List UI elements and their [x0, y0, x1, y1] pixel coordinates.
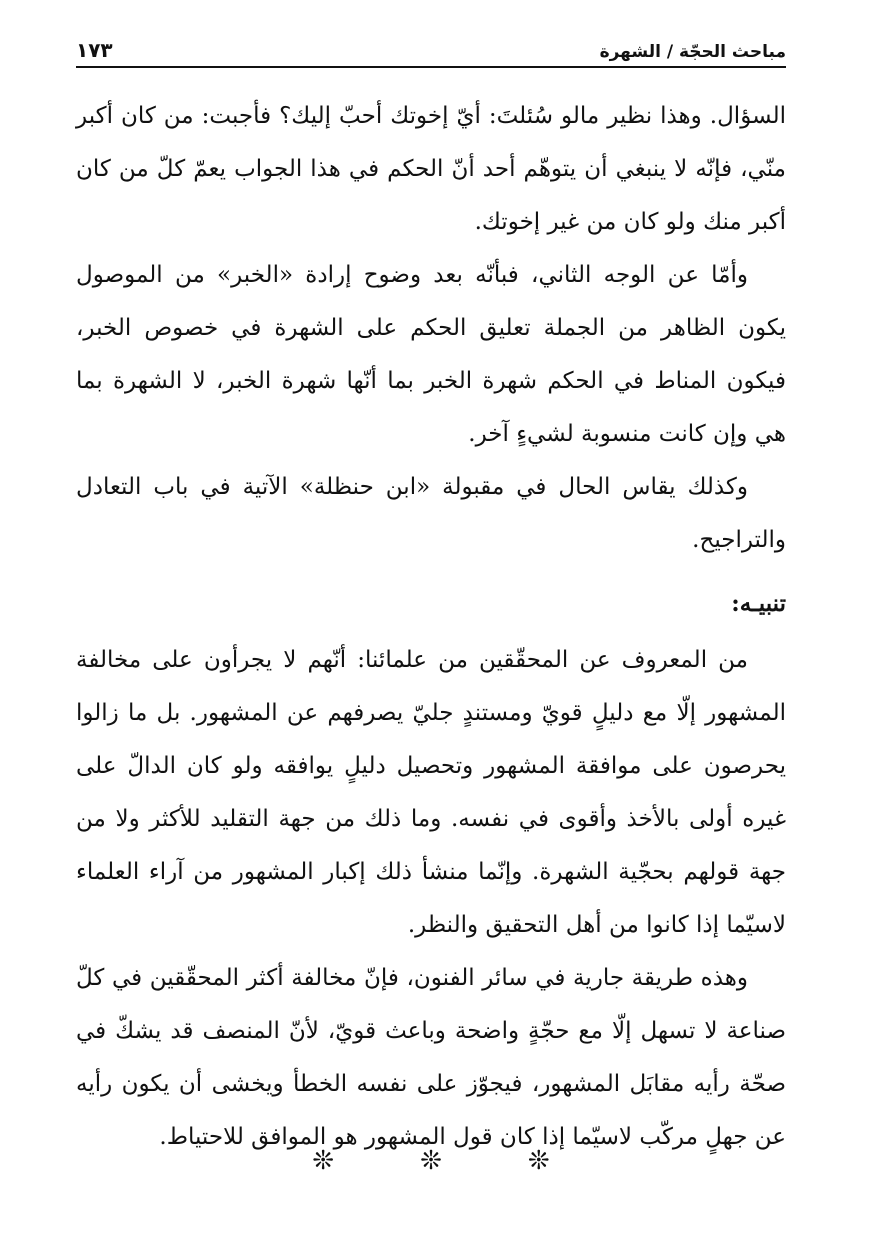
section-end-ornaments [76, 1146, 786, 1176]
note-paragraph: وهذه طريقة جارية في سائر الفنون، فإنّ مخالفة أكثر المحقّقين في كلّ صناعة لا تسهل إلّا مع حجّةٍ واضحة وباعث قويّ، لأنّ المنصف قد يشكّ في صحّة رأيه مقابَل المشهور، فيجوّز على نفسه الخطأ ويخشى أن يكون رأيه عن جهلٍ مركّب لاسيّما إذا كان قول المشهور هو الموافق للاحتياط. [76, 965, 786, 1150]
note-paragraph: من المعروف عن المحقّقين من علمائنا: أنّهم لا يجرأون على مخالفة المشهور إلّا مع دليلٍ قويّ ومستندٍ جليّ يصرفهم عن المشهور. بل ما زالوا يحرصون على موافقة المشهور وتحصيل دليلٍ يوافقه ولو كان الدالّ على غيره أولى بالأخذ وأقوى في نفسه. وما ذلك من جهة التقليد للأكثر ولا من جهة قولهم بحجّية الشهرة. وإنّما منشأ ذلك إكبار المشهور من آراء العلماء لاسيّما إذا كانوا من أهل التحقيق والنظر. [76, 647, 786, 938]
running-header [76, 28, 786, 68]
note-heading: تنبيـه: [731, 590, 786, 617]
body-text [76, 90, 786, 1164]
asterism-icon: ❊ [420, 1146, 442, 1176]
asterism-icon: ❊ [312, 1146, 335, 1176]
page-number: ١٧٣ [76, 38, 113, 62]
section-title: مباحث الحجّة / الشهرة [599, 42, 786, 62]
asterism-icon: ❊ [527, 1146, 550, 1176]
paragraph: وأمّا عن الوجه الثاني، فبأنّه بعد وضوح إرادة «الخبر» من الموصول يكون الظاهر من الجملة تعليق الحكم على الشهرة في خصوص الخبر، فيكون المناط في الحكم شهرة الخبر بما أنّها شهرة الخبر، لا الشهرة بما هي وإن كانت منسوبة لشيءٍ آخر. [76, 262, 786, 447]
book-page [76, 28, 786, 1228]
paragraph: وكذلك يقاس الحال في مقبولة «ابن حنظلة» الآتية في باب التعادل والتراجيح. [76, 474, 786, 553]
paragraph: السؤال. وهذا نظير مالو سُئلتَ: أيّ إخوتك أحبّ إليك؟ فأجبت: من كان أكبر منّي، فإنّه لا ينبغي أن يتوهّم أحد أنّ الحكم في هذا الجواب يعمّ كلّ من كان أكبر منك ولو كان من غير إخوتك. [76, 103, 786, 235]
